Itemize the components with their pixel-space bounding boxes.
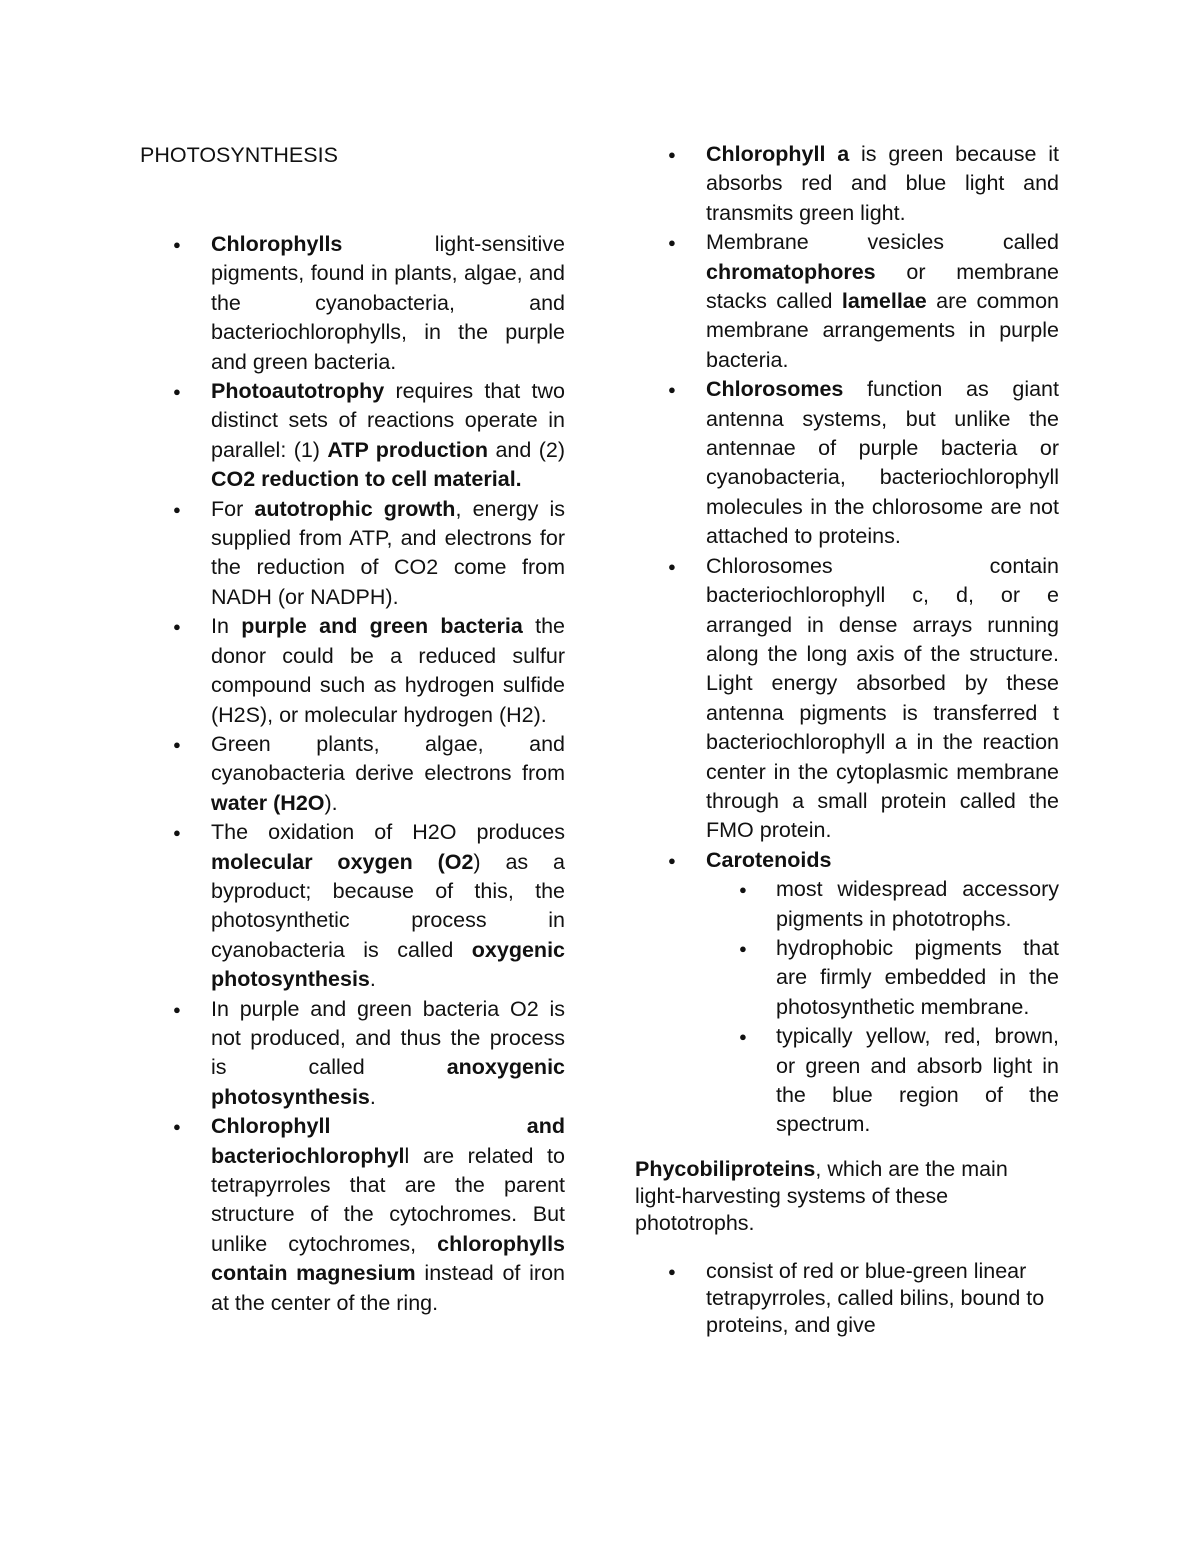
item-text: l are related to tetrapyrroles that are the parent structure of the cytochromes. But unlike cytochromes, [211,1143,565,1256]
term: CO2 reduction to cell material. [211,467,522,492]
item-text: In purple and green bacteria O2 is not produced, and thus the process is called [211,996,565,1080]
item-text: function as giant antenna systems, but unlike the antennae of purple bacteria or cyanobacteria, bacteriochlorophyll molecules in the chlorosome are not attached to proteins. [706,377,1059,549]
item-text: The oxidation of H2O produces [211,820,565,845]
term: purple and green bacteria [241,614,523,639]
term: Chlorophyll and bacteriochlorophyl [211,1114,565,1168]
item-text: . [369,967,376,992]
item-text: For [211,496,255,521]
list-item [635,552,1059,846]
list-item [635,228,1059,375]
list-item [140,995,565,1113]
list-item [140,818,565,994]
list-item [140,377,565,495]
item-text: and (2) [488,437,565,462]
term: water (H2O [211,790,325,815]
sub-list-item: ● typically yellow, red, brown, or green and absorb light in the blue region of the spectrum. [706,1022,1059,1140]
list-item [140,495,565,613]
list-item [140,230,565,377]
right-column [635,140,1059,1339]
term: Chlorosomes [706,377,844,402]
list-item [140,730,565,818]
item-text: the donor could be a reduced sulfur compound such as hydrogen sulfide (H2S), or molecular hydrogen (H2). [211,614,565,727]
item-text: or membrane stacks called [706,259,1059,314]
left-column [140,140,565,1318]
list-item [140,1112,565,1318]
item-text: instead of iron at the center of the ring. [211,1261,565,1315]
term: ATP production [327,437,489,462]
item-text: ). [324,790,338,815]
list-item [140,612,565,730]
term: lamellae [841,289,927,314]
item-text: light-sensitive pigments, found in plants, algae, and the cyanobacteria, and bacteriochlorophylls, in the purple and green bacteria. [211,232,565,374]
item-text: ) as a byproduct; because of this, the photosynthetic process in cyanobacteria is called [211,849,565,962]
right-bullet-list [635,140,1059,1140]
item-text: . [369,1084,376,1109]
paragraph-text: , which are the main light-harvesting systems of these phototrophs. [635,1156,1008,1235]
term: Phycobiliproteins [635,1156,816,1181]
list-item [635,140,1059,228]
term: chlorophylls contain magnesium [211,1231,565,1286]
term: Carotenoids [706,847,832,872]
term: chromatophores [706,259,876,284]
item-text: In [211,614,242,639]
sub-list-item: ● hydrophobic pigments that are firmly embedded in the photosynthetic membrane. [706,934,1059,1022]
list-item-carotenoids [635,846,1059,1140]
term: autotrophic growth [254,496,456,521]
term: anoxygenic photosynthesis [211,1055,565,1109]
list-item: ● consist of red or blue-green linear tetrapyrroles, called bilins, bound to proteins, and give [635,1258,1059,1339]
term: oxygenic photosynthesis [211,937,565,992]
list-item [635,375,1059,551]
item-text: Chlorosomes contain bacteriochlorophyll c, d, or e arranged in dense arrays running along the long axis of the structure. Light energy absorbed by these antenna pigments is transferred t bacteriochlorophyll a in the reaction center in the cytoplasmic membrane through a small protein called the FMO protein. [706,553,1059,843]
item-text: Membrane vesicles called [706,230,1059,255]
phyco-bullet-list [635,1258,1059,1339]
term: Chlorophylls [211,232,343,256]
term: Photoautotrophy [211,379,385,404]
title-spacer [140,170,565,230]
carotenoids-sublist [706,875,1059,1140]
item-text: Green plants, algae, and cyanobacteria derive electrons from [211,731,565,786]
term: molecular oxygen (O2 [211,849,474,874]
item-text: are common membrane arrangements in purple bacteria. [706,289,1059,372]
term: Chlorophyll a [706,142,850,166]
page-title: PHOTOSYNTHESIS [140,143,338,167]
left-bullet-list [140,230,565,1318]
phycobiliproteins-paragraph [635,1156,1059,1237]
item-text: requires that two distinct sets of reactions operate in parallel: (1) [211,379,565,462]
item-text: is green because it absorbs red and blue light and transmits green light. [706,142,1059,225]
item-text: , energy is supplied from ATP, and electrons for the reduction of CO2 come from NADH (or NADPH). [211,496,565,609]
sub-list-item: ● most widespread accessory pigments in phototrophs. [706,875,1059,934]
